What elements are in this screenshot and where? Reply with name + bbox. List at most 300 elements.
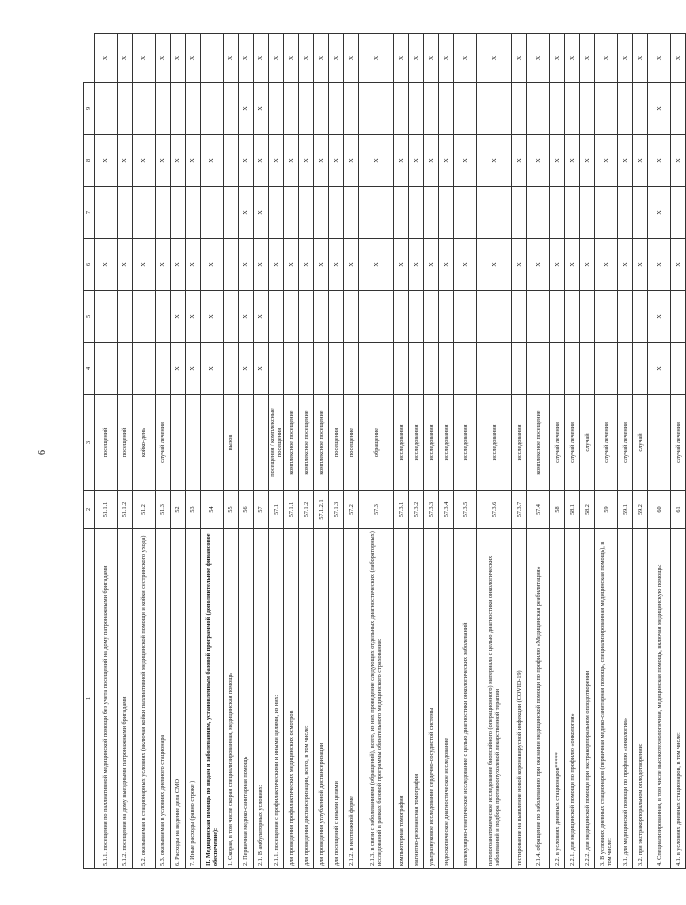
row-mark — [156, 291, 171, 343]
row-mark — [439, 83, 454, 135]
row-mark: X — [671, 135, 686, 187]
row-mark: X — [512, 135, 527, 187]
row-mark: X — [344, 34, 359, 83]
table-row — [454, 34, 477, 869]
row-code: 61 — [671, 491, 686, 529]
row-mark — [284, 291, 299, 343]
row-mark: X — [254, 239, 269, 291]
row-mark: X — [550, 239, 565, 291]
table-row — [618, 34, 633, 869]
row-mark — [580, 343, 595, 395]
row-mark: X — [201, 135, 224, 187]
row-mark: X — [580, 239, 595, 291]
row-mark — [477, 83, 512, 135]
row-name: 3.2. при экстракорпоральном оплодотворении: — [633, 529, 648, 869]
column-number: 4 — [84, 343, 95, 395]
row-mark — [344, 343, 359, 395]
row-unit: исследования — [454, 395, 477, 491]
row-mark: X — [409, 135, 424, 187]
row-name: для проведения профилактических медицинских осмотров — [284, 529, 299, 869]
row-code: 54 — [201, 491, 224, 529]
row-mark: X — [409, 239, 424, 291]
row-code: 57.3.5 — [454, 491, 477, 529]
row-mark: X — [118, 135, 133, 187]
row-mark — [224, 343, 239, 395]
row-mark — [565, 187, 580, 239]
row-mark — [409, 291, 424, 343]
row-mark — [424, 343, 439, 395]
table-row — [269, 34, 284, 869]
row-mark: X — [648, 187, 671, 239]
row-name: 2.2.2. для медицинской помощи при экстракорпоральном оплодотворении — [580, 529, 595, 869]
row-mark — [550, 187, 565, 239]
row-code: 57.3 — [359, 491, 394, 529]
row-name: 4. Специализированная, в том числе высокотехнологичная, медицинская помощь, включая медицинскую помощь: — [648, 529, 671, 869]
row-mark — [409, 343, 424, 395]
row-code: 57.3.2 — [409, 491, 424, 529]
row-mark: X — [186, 135, 201, 187]
row-unit: случай лечения — [618, 395, 633, 491]
row-mark: X — [394, 34, 409, 83]
row-unit: посещение — [344, 395, 359, 491]
row-mark: X — [299, 239, 314, 291]
row-mark — [424, 83, 439, 135]
row-code: 58 — [550, 491, 565, 529]
table-row — [633, 34, 648, 869]
row-mark — [314, 83, 329, 135]
column-number: 8 — [84, 135, 95, 187]
row-mark — [359, 291, 394, 343]
row-unit — [186, 395, 201, 491]
row-mark — [284, 187, 299, 239]
row-mark: X — [671, 239, 686, 291]
row-mark: X — [329, 239, 344, 291]
row-code: 57.3.1 — [394, 491, 409, 529]
table-row — [156, 34, 171, 869]
row-mark: X — [550, 34, 565, 83]
row-mark — [512, 187, 527, 239]
row-code: 57 — [254, 491, 269, 529]
table-row — [344, 34, 359, 869]
row-unit: случай лечения — [671, 395, 686, 491]
row-name: патологоанатомическое исследование биопсийного (операционного) материала с целью диагностики онкологических заболеваний и подбора противоопухолевой лекарственной терапии — [477, 529, 512, 869]
table-row — [580, 34, 595, 869]
row-mark — [565, 343, 580, 395]
page-number: 6 — [37, 450, 48, 455]
row-name: 5.1.1. посещения по паллиативной медицинской помощи без учета посещений на дому патронажными бригадами — [95, 529, 118, 869]
row-name: 2.1.4. обращение по заболеванию при оказании медицинской помощи по профилю «Медицинская реабилитация» — [527, 529, 550, 869]
table-row — [118, 34, 133, 869]
row-mark — [454, 343, 477, 395]
row-mark — [344, 291, 359, 343]
row-mark — [671, 83, 686, 135]
row-mark — [118, 343, 133, 395]
row-code: 60 — [648, 491, 671, 529]
row-mark: X — [239, 291, 254, 343]
row-unit: случай лечения — [156, 395, 171, 491]
table-row — [239, 34, 254, 869]
row-name: магнитно-резонансная томография — [409, 529, 424, 869]
row-mark — [618, 83, 633, 135]
row-mark — [344, 83, 359, 135]
row-code: 57.3.4 — [439, 491, 454, 529]
row-mark: X — [133, 135, 156, 187]
row-code: 57.1.2.1 — [314, 491, 329, 529]
data-table — [83, 33, 686, 869]
row-mark: X — [284, 239, 299, 291]
row-mark — [359, 343, 394, 395]
row-mark — [671, 343, 686, 395]
row-code: 57.3.6 — [477, 491, 512, 529]
row-mark — [133, 83, 156, 135]
row-code: 57.3.7 — [512, 491, 527, 529]
row-mark — [224, 187, 239, 239]
row-name: 2.2. в условиях дневных стационаров***** — [550, 529, 565, 869]
row-code: 58.2 — [580, 491, 595, 529]
row-mark — [314, 343, 329, 395]
row-mark — [156, 83, 171, 135]
row-mark — [314, 291, 329, 343]
row-mark — [439, 187, 454, 239]
row-unit: обращение — [359, 395, 394, 491]
row-code: 57.1 — [269, 491, 284, 529]
column-number: 1 — [84, 529, 95, 869]
row-mark — [269, 187, 284, 239]
row-name: 3.1. для медицинской помощи по профилю «онкология» — [618, 529, 633, 869]
row-name: 4.1. в условиях дневных стационаров, в том числе: — [671, 529, 686, 869]
row-mark — [580, 291, 595, 343]
row-mark — [314, 187, 329, 239]
row-mark: X — [527, 239, 550, 291]
row-mark: X — [171, 239, 186, 291]
row-mark: X — [118, 34, 133, 83]
row-mark — [95, 343, 118, 395]
row-mark: X — [580, 135, 595, 187]
row-unit: исследования — [439, 395, 454, 491]
row-mark: X — [95, 239, 118, 291]
row-mark: X — [454, 239, 477, 291]
row-unit: случай лечения — [565, 395, 580, 491]
row-name: для посещений с иными целями — [329, 529, 344, 869]
row-mark — [171, 187, 186, 239]
row-name: ультразвуковое исследование сердечно-сосудистой системы — [424, 529, 439, 869]
row-mark: X — [454, 135, 477, 187]
row-mark — [201, 34, 224, 83]
row-code: 57.3.3 — [424, 491, 439, 529]
row-code: 55 — [224, 491, 239, 529]
row-mark — [454, 187, 477, 239]
row-mark: X — [133, 34, 156, 83]
row-unit: исследования — [394, 395, 409, 491]
row-mark: X — [314, 34, 329, 83]
row-mark — [671, 187, 686, 239]
row-mark: X — [409, 34, 424, 83]
row-mark: X — [512, 34, 527, 83]
row-unit: посещения / комплексные посещения — [269, 395, 284, 491]
row-unit: койко-день — [133, 395, 156, 491]
row-mark: X — [133, 239, 156, 291]
table-row — [314, 34, 329, 869]
row-code: 56 — [239, 491, 254, 529]
row-mark: X — [477, 34, 512, 83]
row-mark: X — [186, 291, 201, 343]
table-row — [284, 34, 299, 869]
row-mark — [186, 83, 201, 135]
row-mark — [224, 83, 239, 135]
row-mark — [329, 83, 344, 135]
row-name: 2.1.3. в связи с заболеваниями (обращений), всего, из них проведение следующих отдельных диагностических (лабораторных) исследований в рамках базовой программы обязательного медицинского страхования: — [359, 529, 394, 869]
row-mark: X — [344, 135, 359, 187]
row-mark — [633, 187, 648, 239]
row-mark: X — [424, 34, 439, 83]
table-row — [648, 34, 671, 869]
row-mark: X — [118, 239, 133, 291]
row-mark: X — [254, 34, 269, 83]
row-mark: X — [239, 239, 254, 291]
row-mark — [565, 291, 580, 343]
row-mark — [512, 343, 527, 395]
row-mark: X — [648, 135, 671, 187]
column-number: 9 — [84, 83, 95, 135]
row-name: 5.3. оказываемая в условиях дневного стационара — [156, 529, 171, 869]
row-mark: X — [239, 187, 254, 239]
column-number: 3 — [84, 395, 95, 491]
row-unit: исследования — [409, 395, 424, 491]
table-row — [224, 34, 239, 869]
row-name: для проведения диспансеризации, всего, в том числе: — [299, 529, 314, 869]
row-mark: X — [477, 239, 512, 291]
table-row — [133, 34, 156, 869]
row-mark — [409, 83, 424, 135]
table-row — [299, 34, 314, 869]
row-unit: комплексное посещение — [314, 395, 329, 491]
row-mark: X — [550, 135, 565, 187]
row-mark — [527, 187, 550, 239]
row-mark: X — [633, 135, 648, 187]
row-mark: X — [580, 34, 595, 83]
row-mark: X — [284, 135, 299, 187]
row-mark: X — [439, 34, 454, 83]
row-mark — [95, 83, 118, 135]
row-mark — [329, 291, 344, 343]
row-unit — [171, 395, 186, 491]
row-mark: X — [512, 239, 527, 291]
row-unit: исследования — [424, 395, 439, 491]
table-row — [171, 34, 186, 869]
row-code: 57.1.1 — [284, 491, 299, 529]
row-mark: X — [239, 135, 254, 187]
rotated-table-wrapper — [83, 33, 682, 869]
row-name: 5.1.2. посещения на дому выездными патронажными бригадами — [118, 529, 133, 869]
row-name: 2.1. В амбулаторных условиях: — [254, 529, 269, 869]
row-name: 7. Иные расходы (равно строке ) — [186, 529, 201, 869]
row-mark — [269, 291, 284, 343]
row-mark: X — [671, 34, 686, 83]
row-name: 3. В условиях дневных стационаров (первичная медико-санитарная помощь, специализированная медицинская помощь), в том числе: — [595, 529, 618, 869]
row-mark: X — [254, 135, 269, 187]
row-mark: X — [439, 239, 454, 291]
row-mark — [618, 343, 633, 395]
row-mark — [580, 187, 595, 239]
row-mark: X — [239, 343, 254, 395]
row-mark: X — [439, 135, 454, 187]
row-mark: X — [186, 34, 201, 83]
row-mark: X — [359, 239, 394, 291]
row-mark — [439, 291, 454, 343]
row-unit — [648, 395, 671, 491]
row-unit: посещений — [118, 395, 133, 491]
row-mark — [269, 343, 284, 395]
row-unit: случай лечения — [550, 395, 565, 491]
row-code: 57.1.2 — [299, 491, 314, 529]
row-unit: вызов — [224, 395, 239, 491]
row-name: эндоскопическое диагностическое исследование — [439, 529, 454, 869]
row-mark — [284, 343, 299, 395]
row-mark: X — [95, 135, 118, 187]
row-mark — [394, 291, 409, 343]
row-unit — [239, 395, 254, 491]
row-unit: случай — [580, 395, 595, 491]
table-row — [95, 34, 118, 869]
row-mark — [454, 83, 477, 135]
row-unit: случай — [633, 395, 648, 491]
row-mark: X — [254, 343, 269, 395]
row-mark — [618, 187, 633, 239]
row-mark: X — [618, 34, 633, 83]
row-mark: X — [633, 239, 648, 291]
row-mark — [527, 291, 550, 343]
table-row — [186, 34, 201, 869]
row-mark — [394, 187, 409, 239]
row-unit — [201, 395, 224, 491]
table-row — [595, 34, 618, 869]
row-mark: X — [171, 34, 186, 83]
row-mark — [477, 187, 512, 239]
row-mark: X — [424, 135, 439, 187]
row-name: 2. Первичная медико-санитарная помощь — [239, 529, 254, 869]
row-code: 57.1.3 — [329, 491, 344, 529]
row-unit: комплексное посещение — [299, 395, 314, 491]
table-row — [254, 34, 269, 869]
table-row — [329, 34, 344, 869]
row-mark — [329, 187, 344, 239]
table-row — [565, 34, 580, 869]
row-mark: X — [565, 135, 580, 187]
row-mark — [201, 83, 224, 135]
row-mark — [477, 291, 512, 343]
row-mark — [527, 83, 550, 135]
row-mark — [439, 343, 454, 395]
row-mark: X — [595, 34, 618, 83]
row-mark: X — [527, 34, 550, 83]
row-mark — [95, 291, 118, 343]
row-mark — [409, 187, 424, 239]
row-name: 6. Расходы на ведение дела СМО — [171, 529, 186, 869]
row-mark — [394, 343, 409, 395]
row-mark — [454, 291, 477, 343]
row-unit: комплексное посещение — [527, 395, 550, 491]
row-mark — [580, 83, 595, 135]
row-mark: X — [254, 83, 269, 135]
row-mark: X — [618, 239, 633, 291]
row-name: для проведения углубленной диспансеризации — [314, 529, 329, 869]
table-row — [201, 34, 224, 869]
row-mark — [171, 83, 186, 135]
row-mark: X — [171, 291, 186, 343]
row-mark: X — [201, 291, 224, 343]
row-code: 57.4 — [527, 491, 550, 529]
row-mark — [618, 291, 633, 343]
table-row — [409, 34, 424, 869]
row-mark: X — [239, 83, 254, 135]
row-mark — [550, 291, 565, 343]
row-unit: комплексное посещение — [284, 395, 299, 491]
column-number-row — [84, 34, 95, 869]
row-code: 52 — [171, 491, 186, 529]
row-mark: X — [394, 239, 409, 291]
row-mark: X — [648, 239, 671, 291]
row-unit: исследования — [512, 395, 527, 491]
row-mark: X — [359, 135, 394, 187]
row-name: 2.1.1. посещения с профилактическими и иными целями, из них: — [269, 529, 284, 869]
row-mark — [477, 343, 512, 395]
row-name: компьютерная томография — [394, 529, 409, 869]
row-mark: X — [224, 34, 239, 83]
table-row — [527, 34, 550, 869]
row-code: 53 — [186, 491, 201, 529]
row-mark: X — [201, 239, 224, 291]
row-mark: X — [171, 135, 186, 187]
row-code: 59 — [595, 491, 618, 529]
row-mark — [156, 343, 171, 395]
row-mark: X — [595, 239, 618, 291]
table-row — [671, 34, 686, 869]
row-mark — [595, 83, 618, 135]
row-mark: X — [527, 135, 550, 187]
row-mark — [633, 291, 648, 343]
row-mark: X — [284, 34, 299, 83]
row-mark: X — [648, 291, 671, 343]
row-name: 2.1.2. в неотложной форме — [344, 529, 359, 869]
row-mark: X — [394, 135, 409, 187]
table-body — [84, 34, 686, 869]
row-mark: X — [329, 34, 344, 83]
row-mark — [633, 343, 648, 395]
row-name: 5.2. оказываемая в стационарных условиях (включая койки паллиативной медицинской помощи и койки сестринского ухода) — [133, 529, 156, 869]
row-mark — [394, 83, 409, 135]
row-mark: X — [329, 135, 344, 187]
row-mark: X — [201, 343, 224, 395]
row-mark — [359, 83, 394, 135]
table-row — [439, 34, 454, 869]
row-mark: X — [186, 343, 201, 395]
row-code: 59.1 — [618, 491, 633, 529]
row-mark — [633, 83, 648, 135]
row-unit: посещения — [329, 395, 344, 491]
row-mark — [424, 291, 439, 343]
row-mark: X — [648, 83, 671, 135]
table-row — [359, 34, 394, 869]
row-mark — [201, 187, 224, 239]
row-mark: X — [269, 135, 284, 187]
row-mark — [118, 83, 133, 135]
row-unit: случай лечения — [595, 395, 618, 491]
row-mark: X — [595, 135, 618, 187]
row-mark — [527, 343, 550, 395]
row-mark — [269, 83, 284, 135]
row-mark — [595, 343, 618, 395]
column-number: 6 — [84, 239, 95, 291]
